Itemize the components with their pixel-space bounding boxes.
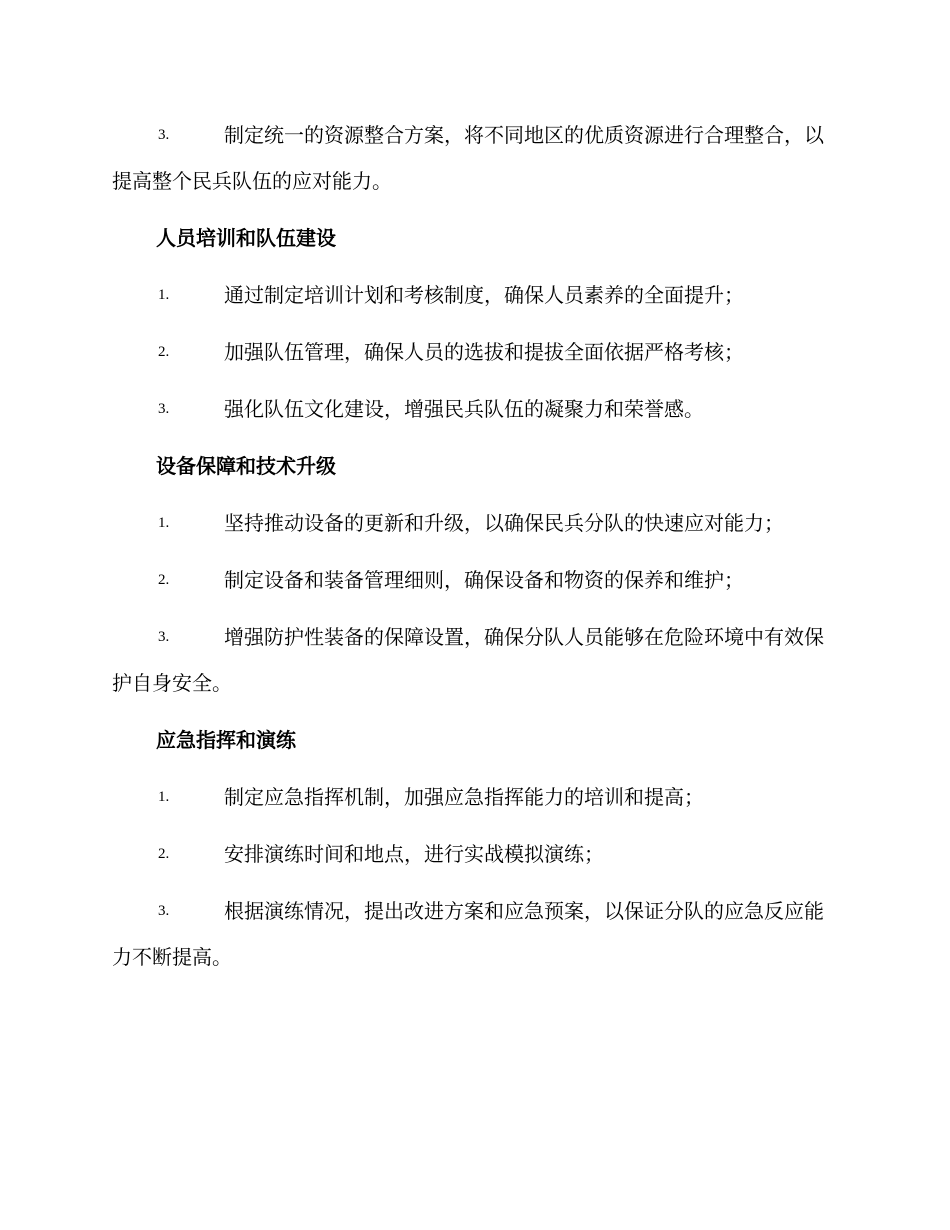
list-text: 增强防护性装备的保障设置，确保分队人员能够在危险环境中有效保护自身安全。 bbox=[112, 625, 824, 695]
list-number: 2. bbox=[158, 572, 170, 588]
list-text: 强化队伍文化建设，增强民兵队伍的凝聚力和荣誉感。 bbox=[224, 397, 704, 421]
list-item bbox=[112, 386, 838, 432]
section-heading: 设备保障和技术升级 bbox=[156, 454, 336, 478]
list-text: 安排演练时间和地点，进行实战模拟演练； bbox=[224, 842, 604, 866]
list-number: 2. bbox=[158, 344, 170, 360]
list-number: 3. bbox=[158, 401, 170, 417]
list-item bbox=[112, 888, 838, 980]
list-text: 加强队伍管理，确保人员的选拔和提拔全面依据严格考核； bbox=[224, 340, 744, 364]
section-heading: 人员培训和队伍建设 bbox=[156, 226, 336, 250]
list-item bbox=[112, 774, 838, 820]
list-text: 制定统一的资源整合方案，将不同地区的优质资源进行合理整合，以提高整个民兵队伍的应对能力。 bbox=[112, 123, 824, 193]
list-item bbox=[112, 614, 838, 706]
list-number: 3. bbox=[158, 127, 170, 143]
list-number: 1. bbox=[158, 515, 170, 531]
list-number: 3. bbox=[158, 629, 170, 645]
list-item bbox=[112, 500, 838, 546]
list-item bbox=[112, 329, 838, 375]
list-item bbox=[112, 272, 838, 318]
list-number: 3. bbox=[158, 903, 170, 919]
list-text: 制定应急指挥机制，加强应急指挥能力的培训和提高； bbox=[224, 785, 704, 809]
list-item bbox=[112, 112, 838, 204]
section-heading: 应急指挥和演练 bbox=[156, 728, 296, 752]
list-text: 坚持推动设备的更新和升级，以确保民兵分队的快速应对能力； bbox=[224, 511, 784, 535]
list-text: 通过制定培训计划和考核制度，确保人员素养的全面提升； bbox=[224, 283, 744, 307]
list-text: 制定设备和装备管理细则，确保设备和物资的保养和维护； bbox=[224, 568, 744, 592]
list-number: 1. bbox=[158, 789, 170, 805]
list-item bbox=[112, 557, 838, 603]
list-number: 2. bbox=[158, 846, 170, 862]
list-item bbox=[112, 831, 838, 877]
list-number: 1. bbox=[158, 287, 170, 303]
list-text: 根据演练情况，提出改进方案和应急预案，以保证分队的应急反应能力不断提高。 bbox=[112, 899, 824, 969]
